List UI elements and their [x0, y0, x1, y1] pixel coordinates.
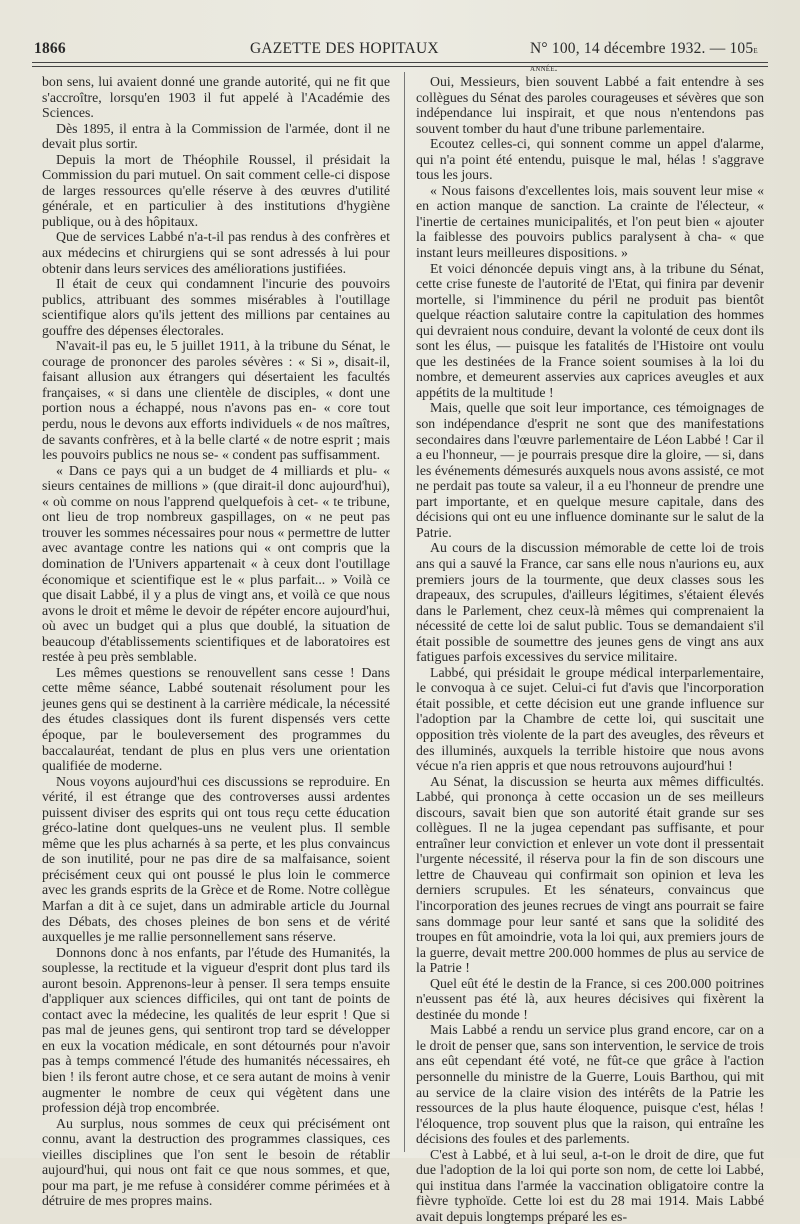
- paragraph: Au surplus, nous sommes de ceux qui précisément ont connu, avant la destruction des programmes classiques, ces vieilles disciplines que l'on sent le besoin de rétablir aujourd'hui, qui nous ont fait ce que nous sommes, et que, pour ma part, je me refuse à considérer comme périmées et à détruire de mes propres mains.: [42, 1115, 390, 1209]
- issue-date: N° 100, 14 décembre 1932. — 105: [530, 40, 754, 57]
- paragraph: Il était de ceux qui condamnent l'incurie des pouvoirs publics, attribuant des sommes misérables à l'outillage scientifique alors qu'ils jettent des millions par centaines au gouffre des dépenses électorales.: [42, 276, 390, 338]
- page-header: [30, 38, 770, 74]
- paragraph: Quel eût été le destin de la France, si ces 200.000 poitrines n'eussent pas été là, aux heures décisives qui fixèrent la destinée du monde !: [416, 975, 764, 1022]
- paragraph: Donnons donc à nos enfants, par l'étude des Humanités, la souplesse, la rectitude et la vigueur d'esprit dont plus tard ils auront besoin. Apprenons-leur à penser. Il sera temps ensuite d'appliquer aux sciences difficiles, qui ont tant de points de contact avec la médecine, les qualités de leur esprit ! Que si pas mal de jeunes gens, qui sentiront trop tard se développer en eux la vocation médicale, en sont détournés pour n'avoir pas à temps commencé l'étude des humanités nécessaires, eh bien ! ils feront autre chose, et ce sera autant de moins à venir augmenter le nombre de ceux qui végètent dans une profession déjà trop encombrée.: [42, 944, 390, 1116]
- paragraph: bon sens, lui avaient donné une grande autorité, qui ne fit que s'accroître, lorsqu'en 1903 il fut appelé à l'Académie des Sciences.: [42, 74, 390, 121]
- page-number: 1866: [34, 40, 66, 57]
- paragraph: Labbé, qui présidait le groupe médical interparlementaire, le convoqua à ce sujet. Celui-ci fut d'avis que l'incorporation était possible, et cette décision eut une grande influence sur l'adoption par la Chambre de cette loi, qui suscitait une opposition très violente de la part des aveugles, des rêveurs et des illuminés, auxquels la terrible histoire que nous avons vécue n'a rien appris et que nous retrouvons aujourd'hui !: [416, 664, 764, 774]
- left-column: [42, 74, 390, 1209]
- paragraph: « Nous faisons d'excellentes lois, mais souvent leur mise « en action manque de sanction. La crainte de l'électeur, « l'inertie de certaines municipalités, et l'on peut bien « ajouter la faiblesse des pouvoirs publics paralysent à cha- « que instant leurs meilleures dispositions. »: [416, 182, 764, 261]
- paragraph: Au cours de la discussion mémorable de cette loi de trois ans qui a sauvé la France, car sans elle nous n'aurions eu, aux premiers jours de la tourmente, que deux classes sous les drapeaux, des scrupules, d'ailleurs légitimes, s'étaient élevés dans le Parlement, chez ceux-là mêmes qui comprenaient la nécessité de cette loi de salut public. Tous se demandaient s'il était possible de soumettre des jeunes gens de vingt ans aux fatigues parfois excessives du service militaire.: [416, 540, 764, 665]
- paragraph: Oui, Messieurs, bien souvent Labbé a fait entendre à ses collègues du Sénat des paroles courageuses et sévères que son indépendance lui inspirait, et que nous n'entendons pas souvent tomber du haut d'une tribune parlementaire.: [416, 74, 764, 136]
- paragraph: Et voici dénoncée depuis vingt ans, à la tribune du Sénat, cette crise funeste de l'autorité de l'Etat, qui finira par devenir mortelle, si l'imminence du péril ne produit pas bientôt quelque réaction salutaire contre la capitulation des hommes qui devraient nous conduire, devant la volonté de ceux dont ils sont les élus, — puisque les fatalités de l'Histoire ont voulu que les destinées de la France soient soumises à la loi du nombre, et demeurent asservies aux caprices aveugles et aux appétits de la multitude !: [416, 260, 764, 400]
- journal-title: GAZETTE DES HOPITAUX: [250, 40, 439, 57]
- paragraph: Que de services Labbé n'a-t-il pas rendus à des confrères et aux médecins et chirurgiens qui se sont adressés à lui pour obtenir dans leurs services des améliorations justifiées.: [42, 229, 390, 276]
- right-column: [416, 74, 764, 1224]
- paragraph: Les mêmes questions se renouvellent sans cesse ! Dans cette même séance, Labbé soutenait résolument pour les jeunes gens qui se destinent à la carrière médicale, la nécessité des études classiques dont ils furent dispensés vers cette époque, par le bouleversement des programmes du baccalauréat, tendant de plus en plus vers une orientation qualifiée de moderne.: [42, 664, 390, 774]
- header-rule: [32, 62, 768, 63]
- issue-info: [530, 40, 770, 76]
- paragraph: Nous voyons aujourd'hui ces discussions se reproduire. En vérité, il est étrange que des controverses aussi ardentes puissent diviser des esprits qui ont tous reçu cette éducation gréco-latine dont quelques-uns ne veulent plus. Il semble même que les plus acharnés à sa perte, et les plus convaincus de son inutilité, pour ne pas dire de sa malfaisance, soient précisément ceux qui ont poussé le plus loin le commerce avec les grands esprits de la Grèce et de Rome. Notre collègue Marfan a dit à ce sujet, dans un admirable article du Journal des Débats, des choses pleines de bon sens et de vérité auxquelles je me rallie personnellement sans réserve.: [42, 773, 390, 945]
- paragraph: « Dans ce pays qui a un budget de 4 milliards et plu- « sieurs centaines de millions » (que dirait-il donc aujourd'hui), « où comme on nous l'apprend quelquefois à cet- « te tribune, ont lieu de trop nombreux gaspillages, on « ne peut pas trouver les sommes nécessaires pour nous « permettre de lutter avec avantage contre les nations qui « ont compris que la domination de l'Univers appartenait « à ceux dont l'outillage économique et scientifique est le « plus parfait... » Voilà ce que disait Labbé, il y a plus de vingt ans, et voilà ce que nous avons le droit et même le devoir de répéter encore aujourd'hui, où avec un budget qui a plus que doublé, la situation de beaucoup d'établissements scientifiques et de laboratoires est restée à peu près semblable.: [42, 462, 390, 665]
- paragraph: C'est à Labbé, et à lui seul, a-t-on le droit de dire, que fut due l'adoption de la loi qui porte son nom, de cette loi Labbé, qui institua dans l'armée la vaccination obligatoire contre la fièvre typhoïde. Cette loi est du 28 mai 1914. Mais Labbé avait depuis longtemps préparé les es-: [416, 1146, 764, 1224]
- header-rule-thin: [32, 66, 768, 67]
- paragraph: N'avait-il pas eu, le 5 juillet 1911, à la tribune du Sénat, le courage de prononcer des paroles sévères : « Si », disait-il, faisant allusion aux étrangers qui désertaient les facultés françaises, « si dans une clientèle de disciples, « dont une portion nous a échappé, nous n'avons pas en- « core tout perdu, nous le devons aux efforts individuels « de nos maîtres, de savants confrères, et à la belle clarté « de notre esprit ; mais les pouvoirs publics ne nous se- « condent pas suffisamment.: [42, 338, 390, 463]
- paragraph: Mais Labbé a rendu un service plus grand encore, car on a le droit de penser que, sans son intervention, le service de trois ans eût cependant été voté, ne fût-ce que grâce à l'action personnelle du ministre de la Guerre, Louis Barthou, qui mit au service de la claire vision des intérêts de la Patrie les ressources de la plus haute éloquence, puisque c'est, hélas ! l'éloquence, trop souvent plus que la raison, qui entraîne les décisions des foules et des parlements.: [416, 1022, 764, 1147]
- paragraph: Depuis la mort de Théophile Roussel, il présidait la Commission du pari mutuel. On sait comment celle-ci dispose de larges ressources qu'elle réserve à des œuvres d'utilité générale, et en particulier à des institutions d'hygiène publique, ou à des hôpitaux.: [42, 151, 390, 229]
- issue-suffix: e année.: [530, 45, 758, 74]
- paragraph: Au Sénat, la discussion se heurta aux mêmes difficultés. Labbé, qui prononça à cette occasion un de ses meilleurs discours, savait bien que son autorité était grande sur ses collègues. Il ne la jugea cependant pas suffisante, et pour entraîner leur conviction et enlever un vote dont il pressentait l'urgente nécessité, il réserva pour la fin de son discours une lettre de Chauveau qui confirmait son opinion et leva les derniers scrupules. Et les sénateurs, convaincus que l'incorporation des jeunes recrues de vingt ans pourrait se faire sans dommage pour leur santé et sans que la solidité des troupes en fût amoindrie, vota la loi qui, aux premiers jours de la guerre, devait mettre 200.000 hommes de plus au service de la Patrie !: [416, 773, 764, 976]
- paragraph: Mais, quelle que soit leur importance, ces témoignages de son indépendance d'esprit ne sont que des manifestations secondaires dans l'œuvre parlementaire de Léon Labbé ! Car il a eu l'honneur, — je pourrais presque dire la gloire, — si, dans les événements démesurés auxquels nous avons assisté, ce mot ne perdait pas toute sa valeur, il a eu l'honneur de prendre une part importante, et en quelque mesure capitale, dans des décisions qui ont eu une influence dominante sur le salut de la Patrie.: [416, 400, 764, 540]
- paragraph: Dès 1895, il entra à la Commission de l'armée, dont il ne devait plus sortir.: [42, 120, 390, 152]
- paragraph: Ecoutez celles-ci, qui sonnent comme un appel d'alarme, qui n'a point été entendu, puisque le mal, hélas ! s'aggrave tous les jours.: [416, 136, 764, 183]
- column-divider: [404, 72, 405, 1152]
